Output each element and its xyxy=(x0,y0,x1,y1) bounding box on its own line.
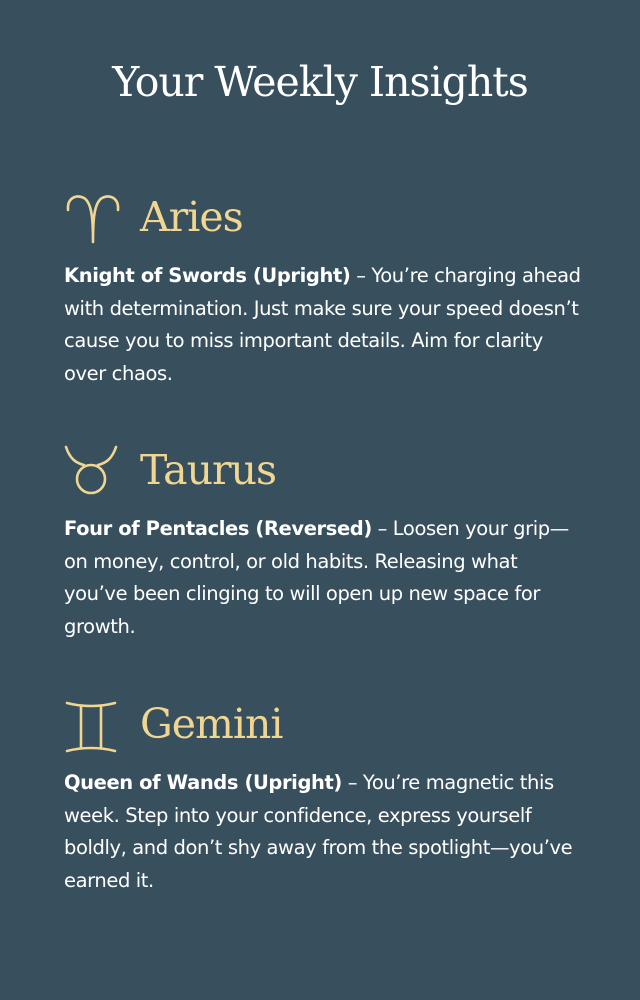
sign-reading xyxy=(64,260,584,390)
sign-section-aries xyxy=(64,190,584,390)
reading-text: – You’re charging ahead with determination. Just make sure your speed doesn’t cause you to miss important details. Aim for clarity over chaos. xyxy=(64,264,581,385)
taurus-icon xyxy=(64,443,124,503)
tarot-card-name: Four of Pentacles (Reversed) xyxy=(64,517,372,540)
sign-name: Aries xyxy=(140,193,243,241)
sign-header xyxy=(64,443,584,503)
reading-text: – Loosen your grip—on money, control, or old habits. Releasing what you’ve been clinging to will open up new space for growth. xyxy=(64,517,569,638)
page-title: Your Weekly Insights xyxy=(112,58,528,106)
reading-text: – You’re magnetic this week. Step into your confidence, express yourself boldly, and don’t shy away from the spotlight—you’ve earned it. xyxy=(64,771,573,892)
sign-header xyxy=(64,697,584,757)
sign-reading xyxy=(64,513,584,643)
aries-icon xyxy=(64,190,124,250)
sign-section-taurus xyxy=(64,443,584,643)
sign-name: Gemini xyxy=(140,700,283,748)
sign-section-gemini xyxy=(64,697,584,897)
gemini-icon xyxy=(64,697,124,757)
tarot-card-name: Queen of Wands (Upright) xyxy=(64,771,342,794)
sign-header xyxy=(64,190,584,250)
sign-name: Taurus xyxy=(140,446,277,494)
tarot-card-name: Knight of Swords (Upright) xyxy=(64,264,351,287)
sign-reading xyxy=(64,767,584,897)
